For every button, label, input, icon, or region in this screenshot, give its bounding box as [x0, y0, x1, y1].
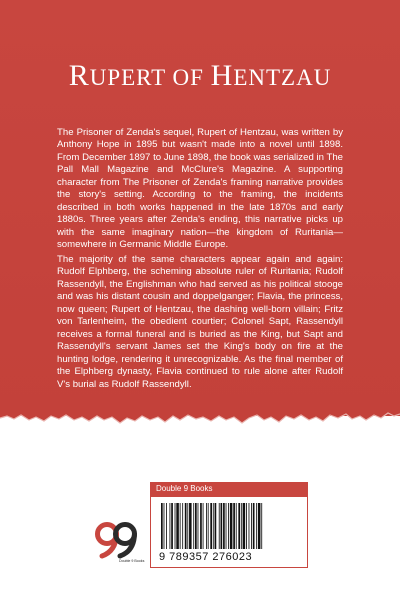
barcode-bar: [182, 503, 183, 549]
barcode-bar: [223, 503, 225, 549]
barcode-bar: [226, 503, 227, 549]
barcode-bar: [171, 503, 173, 549]
barcode-bar: [213, 503, 214, 549]
barcode-bar: [206, 503, 207, 549]
barcode-bar: [193, 503, 194, 549]
barcode-bar: [198, 503, 199, 549]
barcode-bar: [261, 503, 262, 549]
barcode-bars: [161, 503, 299, 549]
barcode-bar: [219, 503, 220, 549]
barcode-bar: [161, 503, 163, 549]
barcode-label-strip: [150, 482, 308, 496]
barcode-bar: [175, 503, 176, 549]
barcode-bar: [176, 503, 179, 549]
barcode-bar: [251, 503, 252, 549]
barcode-bar: [187, 503, 188, 549]
barcode-area: [150, 496, 308, 568]
barcode-block: [150, 482, 308, 568]
barcode-bar: [256, 503, 257, 549]
barcode-bar: [241, 503, 242, 549]
barcode-bar: [221, 503, 223, 549]
barcode-bar: [243, 503, 246, 549]
barcode-bar: [228, 503, 229, 549]
publisher-logo: [94, 521, 145, 565]
barcode-bar: [180, 503, 181, 549]
barcode-bar: [230, 503, 233, 549]
publisher-logo-text: Double 9 Books: [119, 559, 145, 563]
barcode-bar: [253, 503, 255, 549]
synopsis-paragraph-2: The majority of the same characters appear again and again: Rudolf Elphberg, the scheming absolute ruler of Ruritania; Rudolf Rassendyll, the Englishman who had served as his political stooge and was his distant cousin and doppelganger; Flavia, the princess, now queen; Rupert of Hentzau, the dashing well-born villain; Fritz von Tarlenheim, the obedient courtier; Colonel Sapt, Rassendyll receives a formal funeral and is buried as the King, but Sapt and Rassendyll's servant James set the King's body on fire at the hunting lodge, rendering it unrecognizable. As the final member of the Elphberg dynasty, Flavia continued to rule alone after Rudolf V's burial as Rudolf Rassendyll.: [57, 254, 343, 390]
barcode-bar: [166, 503, 167, 549]
barcode-bar: [210, 503, 212, 549]
barcode-bar: [233, 503, 235, 549]
isbn-number: 9 789357 276023: [159, 551, 253, 563]
barcode-bar: [238, 503, 240, 549]
barcode-bar: [195, 503, 197, 549]
barcode-bar: [189, 503, 192, 549]
torn-paper-edge: [0, 404, 400, 434]
double-nine-logo-icon: [98, 525, 135, 557]
barcode-bar: [164, 503, 165, 549]
barcode-bar: [258, 503, 261, 549]
barcode-bar: [208, 503, 209, 549]
barcode-bar: [246, 503, 247, 549]
synopsis-paragraph-1: The Prisoner of Zenda's sequel, Rupert of Hentzau, was written by Anthony Hope in 1895 but wasn't made into a novel until 1898. From December 1897 to June 1898, the book was serialized in The Pall Mall Magazine and McClure's Magazine. A supporting character from The Prisoner of Zenda's framing narrative provides the story's setting. According to the framing, the incidents described in both works happened in the late 1870s and early 1880s. Three years after Zenda's ending, this narrative picks up with the same imaginary nation—the kingdom of Ruritania—somewhere in Germanic Middle Europe.: [57, 127, 343, 251]
barcode-bar: [203, 503, 204, 549]
barcode-bar: [215, 503, 217, 549]
barcode-bar: [185, 503, 187, 549]
barcode-bar: [236, 503, 237, 549]
barcode-bar: [249, 503, 250, 549]
book-title: RUPERT OF HENTZAU: [68, 59, 332, 92]
barcode-bar: [170, 503, 171, 549]
barcode-publisher-label: Double 9 Books: [156, 484, 213, 493]
barcode-bar: [200, 503, 202, 549]
